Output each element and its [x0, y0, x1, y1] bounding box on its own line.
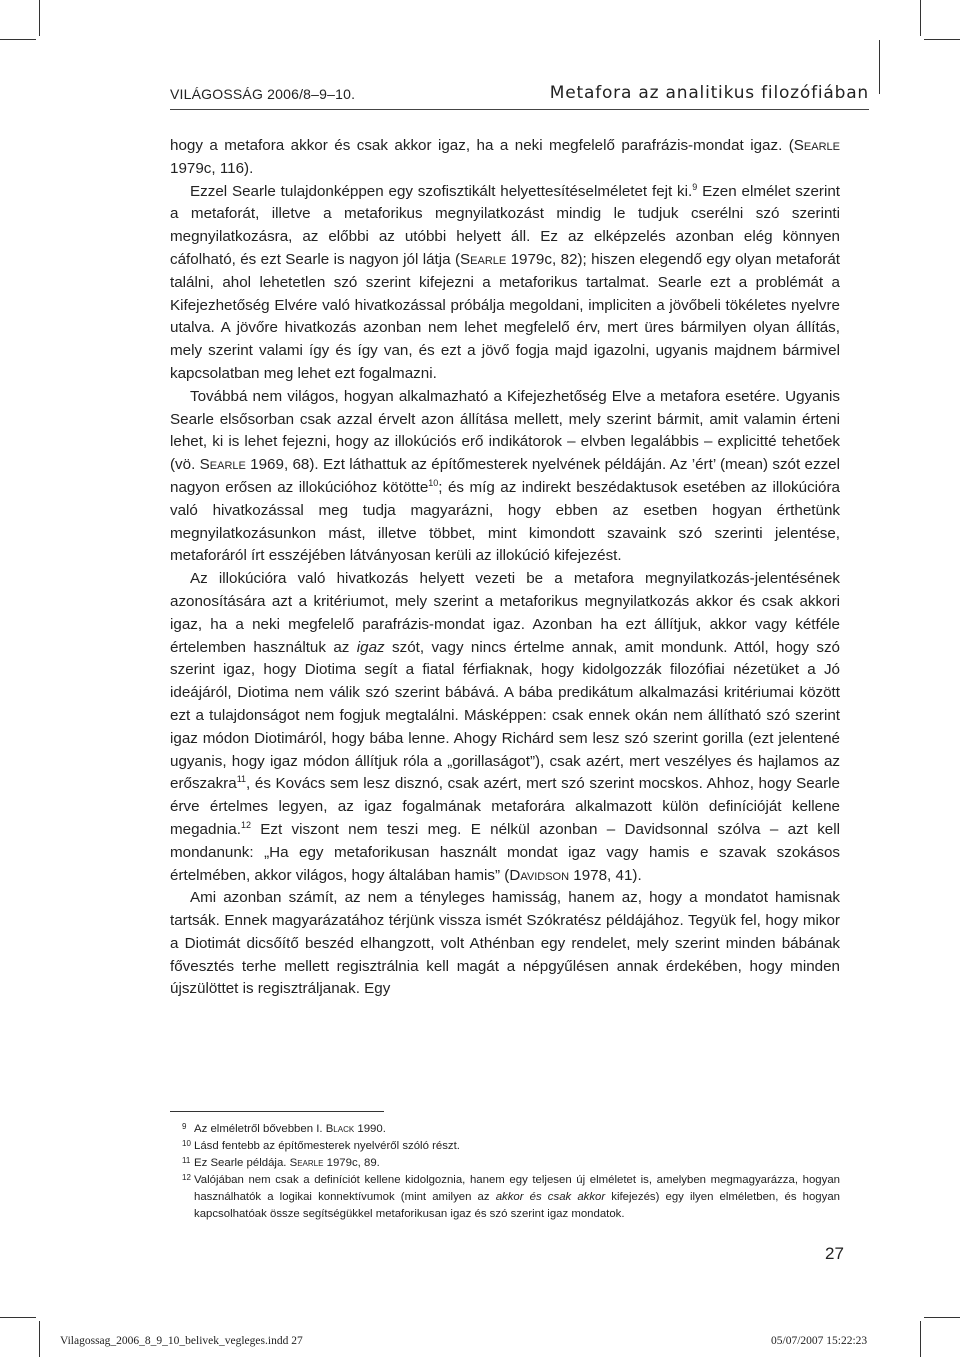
footnote-number: 11	[182, 1156, 191, 1165]
author-citation: Searle	[793, 137, 840, 154]
text-run: Ezt viszont nem teszi meg. E nélkül azonban – Davidsonnal szólva – azt kell mondanunk: „Ha egy metaforikusan használt mondat igaz vagy hamis e szavak szokásos értelmében, akkor világos, hogy általában hamis” (	[170, 820, 840, 884]
paragraph	[170, 568, 840, 887]
footnote-ref[interactable]: 12	[240, 819, 251, 830]
page-number: 27	[825, 1244, 844, 1263]
emphasis: igaz	[356, 638, 385, 656]
text-run: Továbbá nem világos, hogyan alkalmazható a Kifejezhetőség Elve a metafora esetére. Ugyanis Searle elsősorban csak azzal érvelt azon állítása mellett, mely szerint bármit, amit valamin érteni lehet, ki is lehet fejezni, hogy az illokúciós erő indikátorok – elvben legalábbis – explicitté tehetőek (vö.	[170, 387, 840, 474]
running-header-journal: VILÁGOSSÁG 2006/8–9–10.	[170, 86, 356, 102]
crop-mark	[0, 39, 36, 40]
text-run: Az elméletről bővebben	[194, 1123, 317, 1135]
text-run: Ami azonban számít, az nem a tényleges hamisság, hanem az, hogy a mondatot hamisnak tartsák. Ennek magyarázatához térjünk vissza ismét Szókratész példájához. Tegyük fel, hogy mikor a Diotimát dicsőítő beszéd elhangzott, volt Athénban egy rendelet, mely szerint minden bábának fővesztés terhe mellett regisztrálnia kell magát a népgyűlésen annak érdekében, hogy minden újszülöttet is regisztráljanak. Egy	[170, 889, 840, 998]
footnote	[170, 1172, 840, 1223]
author-citation: Searle	[460, 250, 507, 268]
footnote-ref[interactable]: 11	[236, 774, 247, 785]
text-run: 1979c, 89.	[323, 1157, 380, 1169]
text-run: , és Kovács sem lesz disznó, csak azért, mert szó szerint mocskos. Ahhoz, hogy Searle érve értelmes legyen, az igaz fogalmának metaforára alkalmazott külön definícióját kellene megadnia.	[170, 775, 840, 838]
footnote-rule	[170, 1111, 384, 1112]
author-citation: Searle	[289, 1157, 324, 1169]
footnotes	[170, 1121, 840, 1223]
footnote-ref[interactable]: 9	[692, 181, 698, 192]
crop-mark	[920, 0, 921, 36]
author-citation: Davidson	[509, 866, 570, 884]
footnote-ref[interactable]: 10	[428, 477, 439, 488]
author-citation: I. Black	[316, 1123, 355, 1135]
footnote-number: 10	[182, 1139, 191, 1148]
paragraph	[170, 135, 840, 181]
text-run: Lásd fentebb az építőmesterek nyelvéről szóló részt.	[194, 1140, 460, 1152]
author-citation: Searle	[199, 456, 246, 474]
crop-mark	[39, 1321, 40, 1357]
text-run: kifejezés) egy ilyen elméletben, és hogyan kapcsolhatóak össze segítségükkel metaforikusan igaz és szó szerint igaz mondatok.	[194, 1191, 841, 1220]
crop-mark	[920, 1321, 921, 1357]
text-run: Ez Searle példája.	[194, 1157, 290, 1169]
running-header-title: Metafora az analitikus filozófiában	[549, 83, 869, 103]
footnote	[170, 1155, 840, 1172]
text-run: 1978, 41).	[569, 866, 642, 884]
text-run: 1990.	[354, 1123, 386, 1135]
emphasis: akkor és csak akkor	[495, 1191, 606, 1203]
footnote-number: 9	[182, 1122, 187, 1131]
print-slug-file: Vilagossag_2006_8_9_10_belivek_vegleges.indd 27	[60, 1335, 303, 1347]
text-run: hogy a metafora akkor és csak akkor igaz, ha a neki megfelelő parafrázis-mondat igaz. (	[170, 137, 794, 154]
text-run: 1979c, 82); hiszen elegendő egy olyan metaforát találni, ahol lehetetlen szó szerint kifejezni a metaforikus tartalmat. Searle ezt a problémát a Kifejezhetőség Elvére való hivatkozással próbálja megoldani, impliciten a jövőbeli tökéletes nyelvre utalva. A jövőre hivatkozás azonban nem lehet megfelelő érv, mert üres bármilyen olyan állítás, mely szerint valami így és így van, és ezt a jövő fogja majd igazolni, ugyanis majdnem bármivel kapcsolatban meg lehet ezt fogalmazni.	[170, 250, 840, 382]
text-run: Ezzel Searle tulajdonképpen egy szofisztikált helyettesítéselméletet fejt ki.	[190, 182, 693, 200]
text-run: ; és míg az indirekt beszédaktusok esetében az illokúcióra való hivatkozással meg tudja magyarázni, hogy ebben az esetben hogyan érthetünk megnyilatkozásunkon mást, illetve többet, mint kimondott szavaink szó szerinti jelentése, metaforáról írt esszéjében látványosan kerüli az illokúció kifejezést.	[170, 478, 840, 565]
paragraph	[170, 386, 840, 568]
crop-mark	[879, 40, 880, 94]
footnote	[170, 1138, 840, 1155]
text-run: 1969, 68). Ezt láthattuk az építőmesterek nyelvének példáján. Az ’ért’ (mean) szót ezzel nagyon erősen az illokúcióhoz kötötte	[170, 456, 840, 496]
crop-mark	[39, 0, 40, 36]
text-run: Ezen elmélet szerint a metaforát, illetve a metaforikus megnyilatkozást mindig le tudjuk cserélni szó szerinti megnyilatkozásra, az előbbi az utóbbi helyett áll. Ez az elképzelés azonban elég könnyen cáfolható, és ezt Searle is nagyon jól látja (	[170, 182, 840, 268]
footnote	[170, 1121, 840, 1138]
text-run: Valójában nem csak a definíciót kellene kidolgoznia, hanem egy teljesen új elméletet is, amelyben megmagyarázza, hogyan használhatók a logikai konnektívumok (mint amilyen az	[194, 1174, 840, 1203]
print-slug-datetime: 05/07/2007 15:22:23	[771, 1335, 868, 1347]
crop-mark	[924, 1317, 960, 1318]
text-run: 1979c, 116).	[170, 159, 254, 177]
text-run: szót, vagy nincs értelme annak, amit mondunk. Attól, hogy szó szerint igaz, hogy Diotima segít a fiatal férfiaknak, hogy kidolgozzák filozófiai nézetüket a Jó ideájáról, Diotima nem válik szó szerint bábává. A bába predikátum alkalmazási kritériumai között ezt a tulajdonságot nem fogjuk megtalálni. Másképpen: csak ennek okán nem állítható szó szerint igaz módon Diotimáról, hogy bába lenne. Ahogy Richárd sem lesz szó szerint gorilla (ezt jelentené ugyanis, hogy igaz módon állítjuk róla a „gorillaságot”), csak azért, mert veszélyes és hajlamos az erőszakra	[170, 638, 840, 793]
paragraph	[170, 887, 840, 1001]
paragraph	[170, 181, 840, 386]
crop-mark	[924, 39, 960, 40]
header-rule	[170, 109, 869, 110]
text-run: Az illokúcióra való hivatkozás helyett vezeti be a metafora megnyilatkozás-jelentésének azonosítására azt a kritériumot, mely szerint a metaforikus megnyilatkozás akkor és csak akkori igaz, ha a neki megfelelő parafrázis-mondat igaz. Azonban ha ezt állítjuk, akkor vagy kétféle értelemben használtuk az	[170, 570, 840, 656]
footnote-number: 12	[182, 1173, 191, 1182]
article-body	[170, 135, 840, 1001]
crop-mark	[0, 1317, 36, 1318]
